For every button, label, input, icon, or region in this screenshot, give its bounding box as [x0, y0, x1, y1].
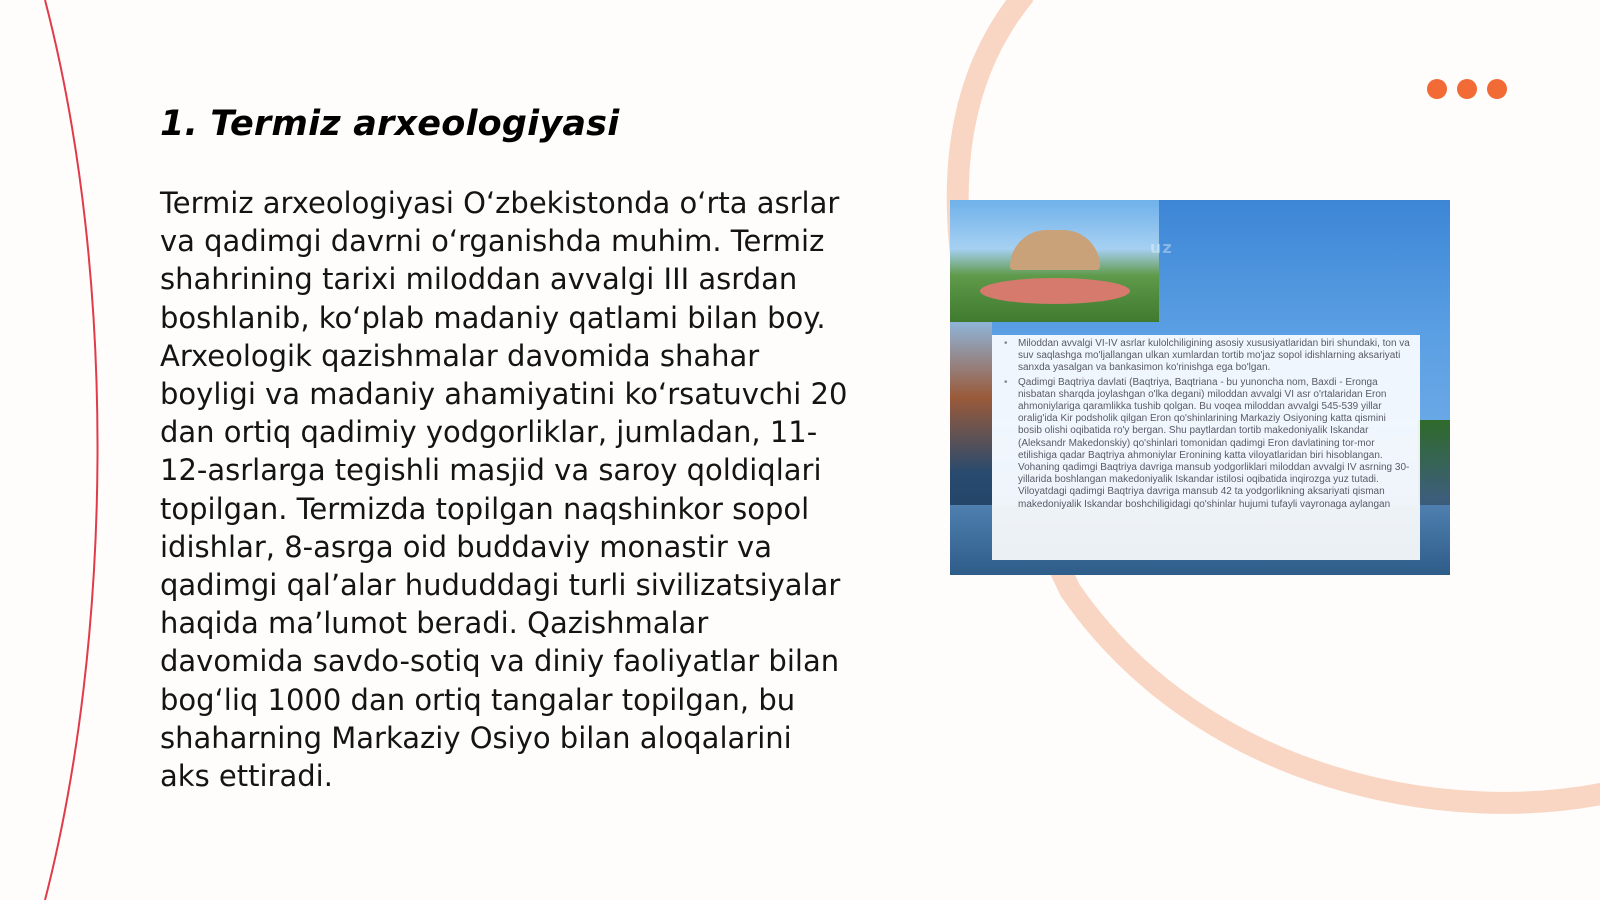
orange-dot — [1457, 79, 1477, 99]
image-bullet-list — [1012, 338, 1412, 511]
plaza-shape — [980, 278, 1130, 304]
image-watermark: uz — [1150, 238, 1173, 257]
building-photo — [950, 200, 1159, 322]
building-shape — [1010, 230, 1100, 270]
decorative-dots — [1427, 79, 1507, 99]
orange-dot — [1487, 79, 1507, 99]
image-text-box — [992, 335, 1420, 560]
orange-dot — [1427, 79, 1447, 99]
slide-image — [950, 200, 1450, 575]
red-arc-line — [45, 0, 98, 900]
image-bullet: • Miloddan avvalgi VI-IV asrlar kulolchiligining asosiy xususiyatlaridan biri shundaki, ton va suv saqlashga mo'ljallangan ulkan xumlardan tortib mo'jaz sopol idishlarning aksariyati sanxda yasalgan va bankasimon ko'rinishga ega bo'lgan. — [1018, 338, 1412, 375]
slide-body-text: Termiz arxeologiyasi O‘zbekistonda o‘rta asrlar va qadimgi davrni o‘rganishda muhim. Termiz shahrining tarixi miloddan avvalgi III asrdan boshlanib, ko‘plab madaniy qatlami bilan boy. Arxeologik qazishmalar davomida shahar boyligi va madaniy ahamiyatini ko‘rsatuvchi 20 dan ortiq qadimiy yodgorliklar, jumladan, 11-12-asrlarga tegishli masjid va saroy qoldiqlari topilgan. Termizda topilgan naqshinkor sopol idishlar, 8-asrga oid buddaviy monastir va qadimgi qal’alar hududdagi turli sivilizatsiyalar haqida ma’lumot beradi. Qazishmalar davomida savdo-sotiq va diniy faoliyatlar bilan bog‘liq 1000 dan ortiq tangalar topilgan, bu shaharning Markaziy Osiyo bilan aloqalarini aks ettiradi. — [160, 186, 848, 794]
image-bullet: • Qadimgi Baqtriya davlati (Baqtriya, Baqtriana - bu yunoncha nom, Baxdi - Eronga nisbatan sharqda joylashgan o'lka degani) miloddan avvalgi VI asr o'rtalaridan Eron ahmoniylariga qaramlikka tushib qolgan. Bu voqea miloddan avvalgi 545-539 yillar oralig'ida Kir podsholik qilgan Eron qo'shinlarining Markaziy Osiyoning katta qismini bosib olishi oqibatida ro'y bergan. Shu paytlardan tortib makedoniyalik Iskandar (Aleksandr Makedonskiy) qo'shinlari tomonidan qadimgi Eron davlatining tor-mor etilishiga qadar Baqtriya ahmoniylar Eronining katta viloyatlaridan biri hisoblangan. Vohaning qadimgi Baqtriya davriga mansub yodgorliklari miloddan avvalgi IV asrning 30-yillarida boshlangan makedoniyalik Iskandar istilosi oqibatida inqirozga yuz tutadi. Viloyatdagi qadimgi Baqtriya davriga mansub 42 ta yodgorlikning aksariyati qisman makedoniyalik Iskandar boshchiligidagi qo'shinlar hujumi tufayli vayronaga aylangan — [1018, 377, 1412, 511]
slide-title: 1. Termiz arxeologiyasi — [160, 104, 620, 144]
